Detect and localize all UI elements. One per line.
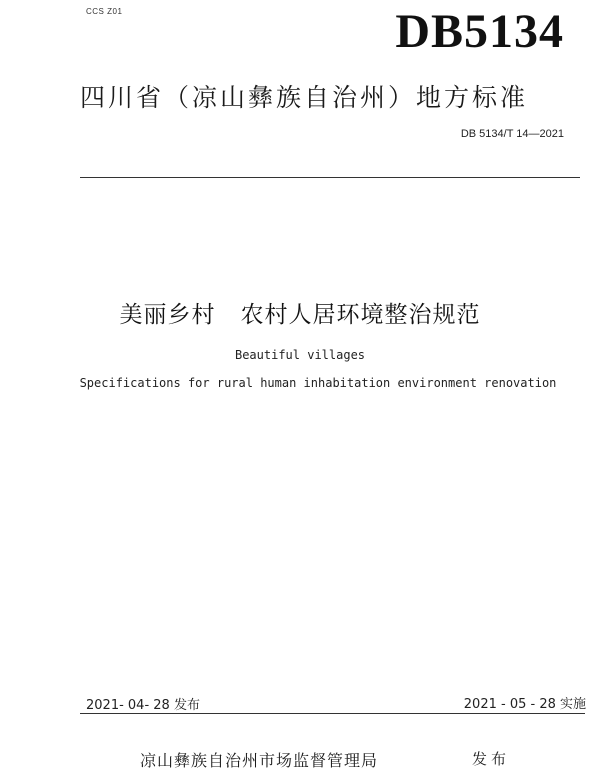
document-title-english-1: Beautiful villages xyxy=(234,348,366,362)
document-title-chinese: 美丽乡村 农村人居环境整治规范 xyxy=(119,302,481,328)
standard-code: DB5134 xyxy=(395,5,564,58)
issued-label: 发布 xyxy=(472,750,511,768)
bottom-divider xyxy=(80,713,585,714)
ccs-classification: CCS Z01 xyxy=(86,7,123,16)
issue-date: 2021- 04- 28 发布 xyxy=(86,698,200,713)
issuing-authority-heading: 四川省（凉山彝族自治州）地方标准 xyxy=(80,83,529,112)
implementation-date: 2021 - 05 - 28 实施 xyxy=(463,697,586,712)
document-title-english-2: Specifications for rural human inhabitation environment renovation xyxy=(79,376,557,390)
issuer-name: 凉山彝族自治州市场监督管理局 xyxy=(140,751,379,770)
top-divider xyxy=(80,177,580,178)
standard-number: DB 5134/T 14—2021 xyxy=(460,128,564,140)
